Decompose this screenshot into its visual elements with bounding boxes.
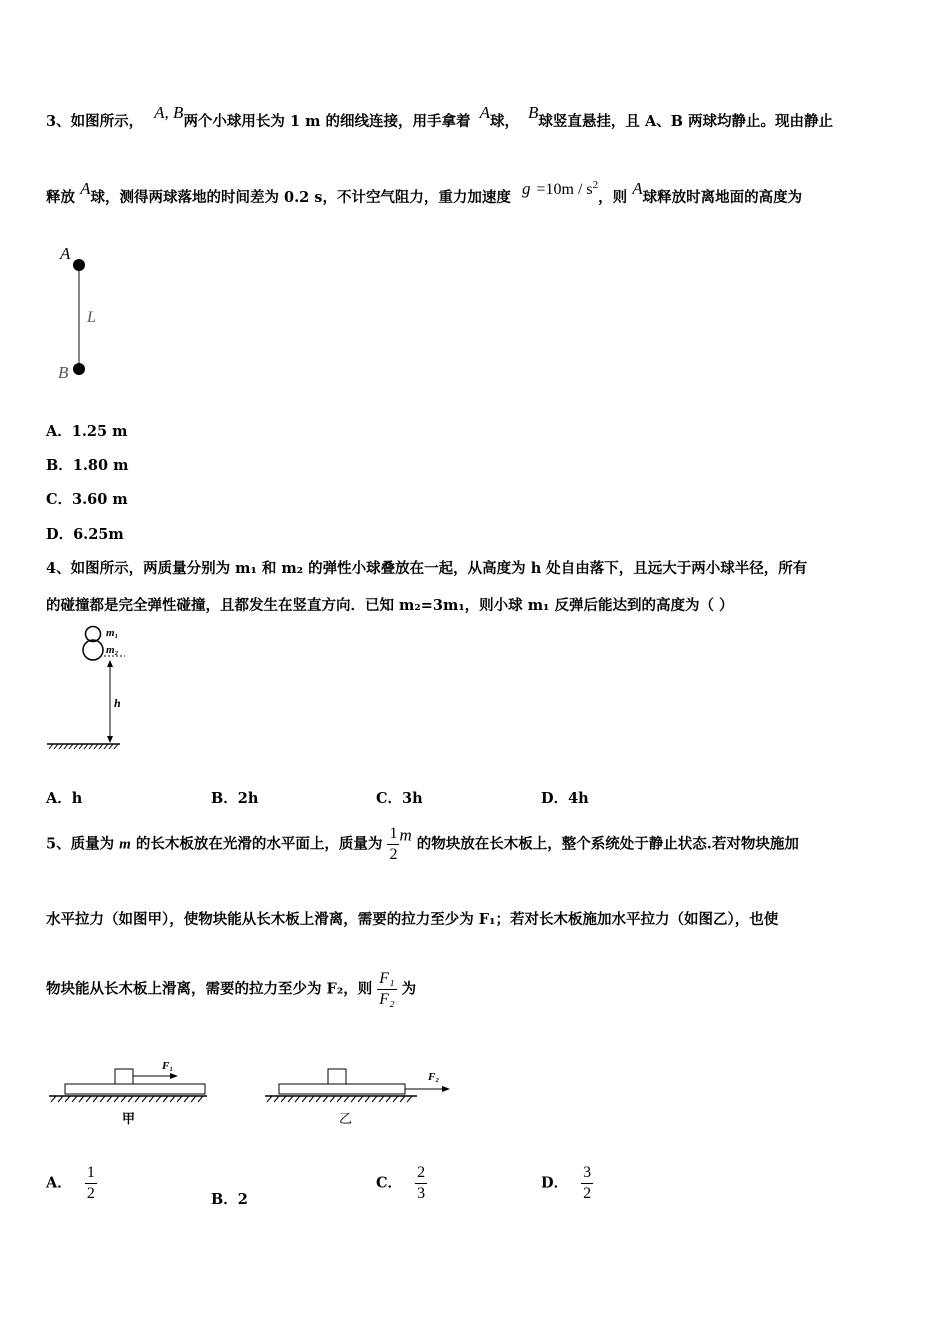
- q5-option-a-frac: [85, 1163, 97, 1204]
- q5-jia-board: [65, 1084, 205, 1094]
- q5-line-2: 水平拉力（如图甲），使物块能从长木板上滑离，需要的拉力至少为 F₁；若对长木板施加水平拉力（如图乙），也使: [46, 911, 779, 928]
- q5-yi-label-f2: F₂: [428, 1071, 440, 1083]
- q5-figure-yi: [262, 1058, 457, 1133]
- q5-option-a-num: 1: [85, 1163, 97, 1184]
- q5-option-d-label: D．: [541, 1174, 569, 1192]
- q4-fig-ball-m2: [83, 640, 103, 660]
- q3-text-4: 球竖直悬挂，且 A、B 两球均静止。现由静止: [538, 113, 834, 130]
- q3-option-b: B．1.80 m: [46, 457, 129, 474]
- q3-math-a2: A: [80, 179, 91, 198]
- q3-fig-ball-a: [73, 259, 85, 271]
- q5-option-d: [541, 1163, 593, 1204]
- q4-option-b: B．2h: [211, 790, 259, 807]
- q5-text-1: 5、质量为: [46, 835, 115, 853]
- q3-math-a: A: [479, 103, 490, 122]
- q3-math-g-expr: [522, 181, 598, 198]
- q3-math-g-exp: 2: [592, 179, 599, 192]
- q5-text-3: 的物块放在长木板上，整个系统处于静止状态.若对物块施加: [416, 835, 799, 853]
- q5-ratio-num: F₁: [377, 969, 396, 990]
- q5-option-c-label: C．: [376, 1174, 403, 1192]
- q5-line-3: [46, 969, 416, 1010]
- q5-yi-hatch: [267, 1096, 412, 1102]
- q5-option-d-frac: [581, 1163, 593, 1204]
- q3-math-g-eq: =10m / s: [536, 181, 593, 198]
- q3-text-6: 球，测得两球落地的时间差为 0.2 s，不计空气阻力，重力加速度: [90, 189, 511, 206]
- q5-jia-label-f1: F₁: [162, 1060, 174, 1072]
- q3-text-5: 释放: [46, 189, 75, 206]
- q5-option-d-den: 2: [583, 1185, 592, 1202]
- q4-line-2: 的碰撞都是完全弹性碰撞，且都发生在竖直方向．已知 m₂=3m₁，则小球 m₁ 反弹后能达到的高度为（ ）: [46, 597, 734, 614]
- q3-figure: [50, 238, 110, 388]
- q3-math-ab: A, B: [154, 103, 184, 122]
- q3-text-3: 球，: [489, 113, 519, 130]
- q5-frac-ratio: [377, 969, 396, 1010]
- q5-option-c-num: 2: [415, 1163, 427, 1184]
- q4-figure: [44, 622, 144, 757]
- q3-option-c: C．3.60 m: [46, 491, 128, 508]
- q5-option-c-den: 3: [417, 1185, 426, 1202]
- q5-yi-board: [279, 1084, 405, 1094]
- q5-text-5: 为: [401, 980, 417, 998]
- q3-option-a: A．1.25 m: [46, 423, 128, 440]
- q5-option-b: B．2: [211, 1191, 248, 1208]
- q4-line-1: 4、如图所示，两质量分别为 m₁ 和 m₂ 的弹性小球叠放在一起，从高度为 h 处自由落下，且远大于两小球半径，所有: [46, 560, 808, 577]
- q5-frac-m: m: [399, 825, 412, 845]
- q5-text-4: 物块能从长木板上滑离，需要的拉力至少为 F₂，则: [46, 980, 373, 998]
- q5-frac-half: [387, 824, 399, 865]
- q4-fig-arrow-up: [107, 660, 113, 667]
- q4-fig-label-h: h: [114, 696, 121, 710]
- q3-line-1: [46, 103, 834, 131]
- q4-fig-label-m2: m₂: [106, 644, 119, 656]
- q5-line-1: [46, 824, 799, 865]
- q5-frac-num: 1: [387, 824, 399, 845]
- q5-text-2: 的长木板放在光滑的水平面上，质量为: [135, 835, 383, 853]
- q5-yi-block: [328, 1069, 346, 1084]
- q5-figure-jia: [46, 1058, 211, 1133]
- q5-option-a-label: A．: [46, 1174, 72, 1192]
- q3-text-1: 如图所示，: [70, 113, 144, 130]
- q3-text-8: 球释放时离地面的高度为: [642, 189, 803, 206]
- q5-option-a-den: 2: [86, 1185, 95, 1202]
- q3-text-2: 两个小球用长为 1 m 的细线连接，用手拿着: [183, 113, 471, 130]
- q3-option-d: D．6.25m: [46, 526, 124, 543]
- q3-math-b: B: [528, 103, 539, 122]
- q5-math-m: m: [119, 836, 131, 853]
- q5-option-a: [46, 1163, 97, 1204]
- q3-fig-label-a: A: [60, 244, 71, 263]
- q5-yi-caption: 乙: [339, 1111, 353, 1126]
- q4-option-a: A．h: [46, 790, 83, 807]
- q3-fig-label-l: L: [87, 309, 96, 326]
- q5-jia-hatch: [51, 1096, 203, 1102]
- q5-option-c: [376, 1163, 427, 1204]
- q5-yi-force-arrow: [442, 1086, 450, 1092]
- q4-option-d: D．4h: [541, 790, 589, 807]
- q3-math-g: g: [522, 179, 531, 198]
- q3-fig-label-b: B: [58, 363, 69, 382]
- q3-fig-ball-b: [73, 363, 85, 375]
- q5-option-d-num: 3: [581, 1163, 593, 1184]
- q5-frac-den: 2: [389, 846, 398, 863]
- q5-option-c-frac: [415, 1163, 427, 1204]
- q5-ratio-den: F₂: [379, 991, 395, 1008]
- q4-fig-label-m1: m₁: [106, 627, 119, 639]
- q3-line-2: [46, 179, 803, 207]
- q5-jia-force-arrow: [170, 1073, 178, 1079]
- q3-text-7: ，则: [598, 189, 628, 206]
- q3-math-a3: A: [632, 179, 643, 198]
- q5-jia-caption: 甲: [122, 1111, 136, 1126]
- q3-number: 3、: [46, 113, 71, 130]
- q4-option-c: C．3h: [376, 790, 423, 807]
- q4-fig-arrow-down: [107, 736, 113, 743]
- q5-jia-block: [115, 1069, 133, 1084]
